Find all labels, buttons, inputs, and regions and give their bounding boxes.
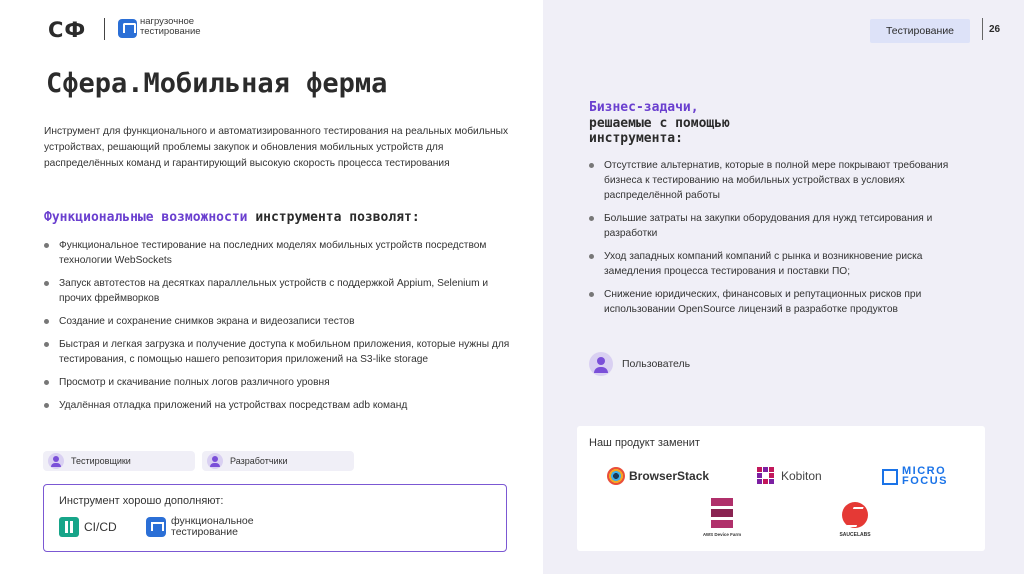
feature-item: Удалённая отладка приложений на устройствах посредствам adb команд [44,398,514,413]
role-testers [43,451,195,471]
sfera-logo: СФ [48,18,87,42]
functional-testing-icon [146,517,166,537]
features-heading [44,210,464,225]
logo-divider [104,18,105,40]
business-item: Снижение юридических, финансовых и репутационных рисков при использовании OpenSource лицензий в разработке продуктов [589,287,969,317]
page-number-divider [982,18,983,40]
aws-device-farm-icon [711,498,733,528]
feature-item: Просмотр и скачивание полных логов различного уровня [44,375,514,390]
microfocus-line1: MICRO [902,465,947,477]
product-description: Инструмент для функционального и автоматизированного тестирования на реальных мобильных устройствах, решающий проблемы закупок и обновления мобильных устройств для распределённых команд и гарантирующий высокую скорость процесса тестирования [44,126,509,169]
business-heading [589,100,829,147]
role-testers-label: Тестировщики [71,456,131,466]
complement-heading: Инструмент хорошо дополняют: [59,495,224,507]
browserstack-label: BrowserStack [629,469,710,483]
microfocus-icon [882,469,898,485]
feature-item: Функциональное тестирование на последних моделях мобильных устройств посредством технологии WebSockets [44,238,514,268]
features-list [44,238,514,413]
browserstack-icon [607,467,625,485]
microfocus-label [902,466,948,486]
complement-box [43,484,507,552]
feature-item: Быстрая и легкая загрузка и получение доступа к мобильном приложения, которые нужны для тестирования, с помощью нашего репозитория приложений на S3-like storage [44,337,514,367]
business-item: Большие затраты на закупки оборудования для нужд тетсирования и разработки [589,211,969,241]
user-icon [48,453,64,469]
features-heading-rest: инструмента позволят: [247,210,420,225]
role-developers-label: Разработчики [230,456,288,466]
replaces-box [577,426,985,551]
role-developers [202,451,354,471]
logo-nt-line1: нагрузочное [140,16,195,27]
user-role-label: Пользователь [622,358,691,370]
load-testing-logo-text [140,17,201,37]
page-title: Сфера.Мобильная ферма [46,68,388,99]
feature-item: Запуск автотестов на десятках параллельных устройств с поддержкой Appium, Selenium и прочих фреймворков [44,276,514,306]
func-line2: тестирование [171,526,238,538]
business-heading-accent: Бизнес-задачи, [589,100,699,115]
functional-testing-label [171,516,254,538]
business-item: Уход западных компаний компаний с рынка и возникновение риска замедления процесса тестирования и поставки ПО; [589,249,969,279]
feature-item: Создание и сохранение снимков экрана и видеозаписи тестов [44,314,514,329]
cicd-icon [59,517,79,537]
replaces-heading: Наш продукт заменит [589,437,700,449]
section-tag: Тестирование [870,19,970,43]
aws-device-farm-label: AWS Device Farm [702,532,742,537]
page-number: 26 [989,24,1001,35]
business-heading-rest: решаемые с помощью инструмента: [589,115,730,146]
kobiton-icon [757,467,775,485]
saucelabs-icon [842,502,868,528]
user-icon [589,352,613,376]
kobiton-label: Kobiton [781,469,822,483]
microfocus-line2: FOCUS [902,475,948,487]
features-heading-accent: Функциональные возможности [44,210,248,225]
business-item: Отсутствие альтернатив, которые в полной мере покрывают требования бизнеса к тестированию на мобильных устройствах в условиях распределённой работы [589,158,969,203]
load-testing-logo-icon [118,19,137,38]
saucelabs-label: SAUCELABS [839,532,871,538]
logo-nt-line2: тестирование [140,26,201,37]
user-icon [207,453,223,469]
business-list [589,158,969,317]
func-line1: функциональное [171,515,254,527]
cicd-label: CI/CD [84,520,117,534]
